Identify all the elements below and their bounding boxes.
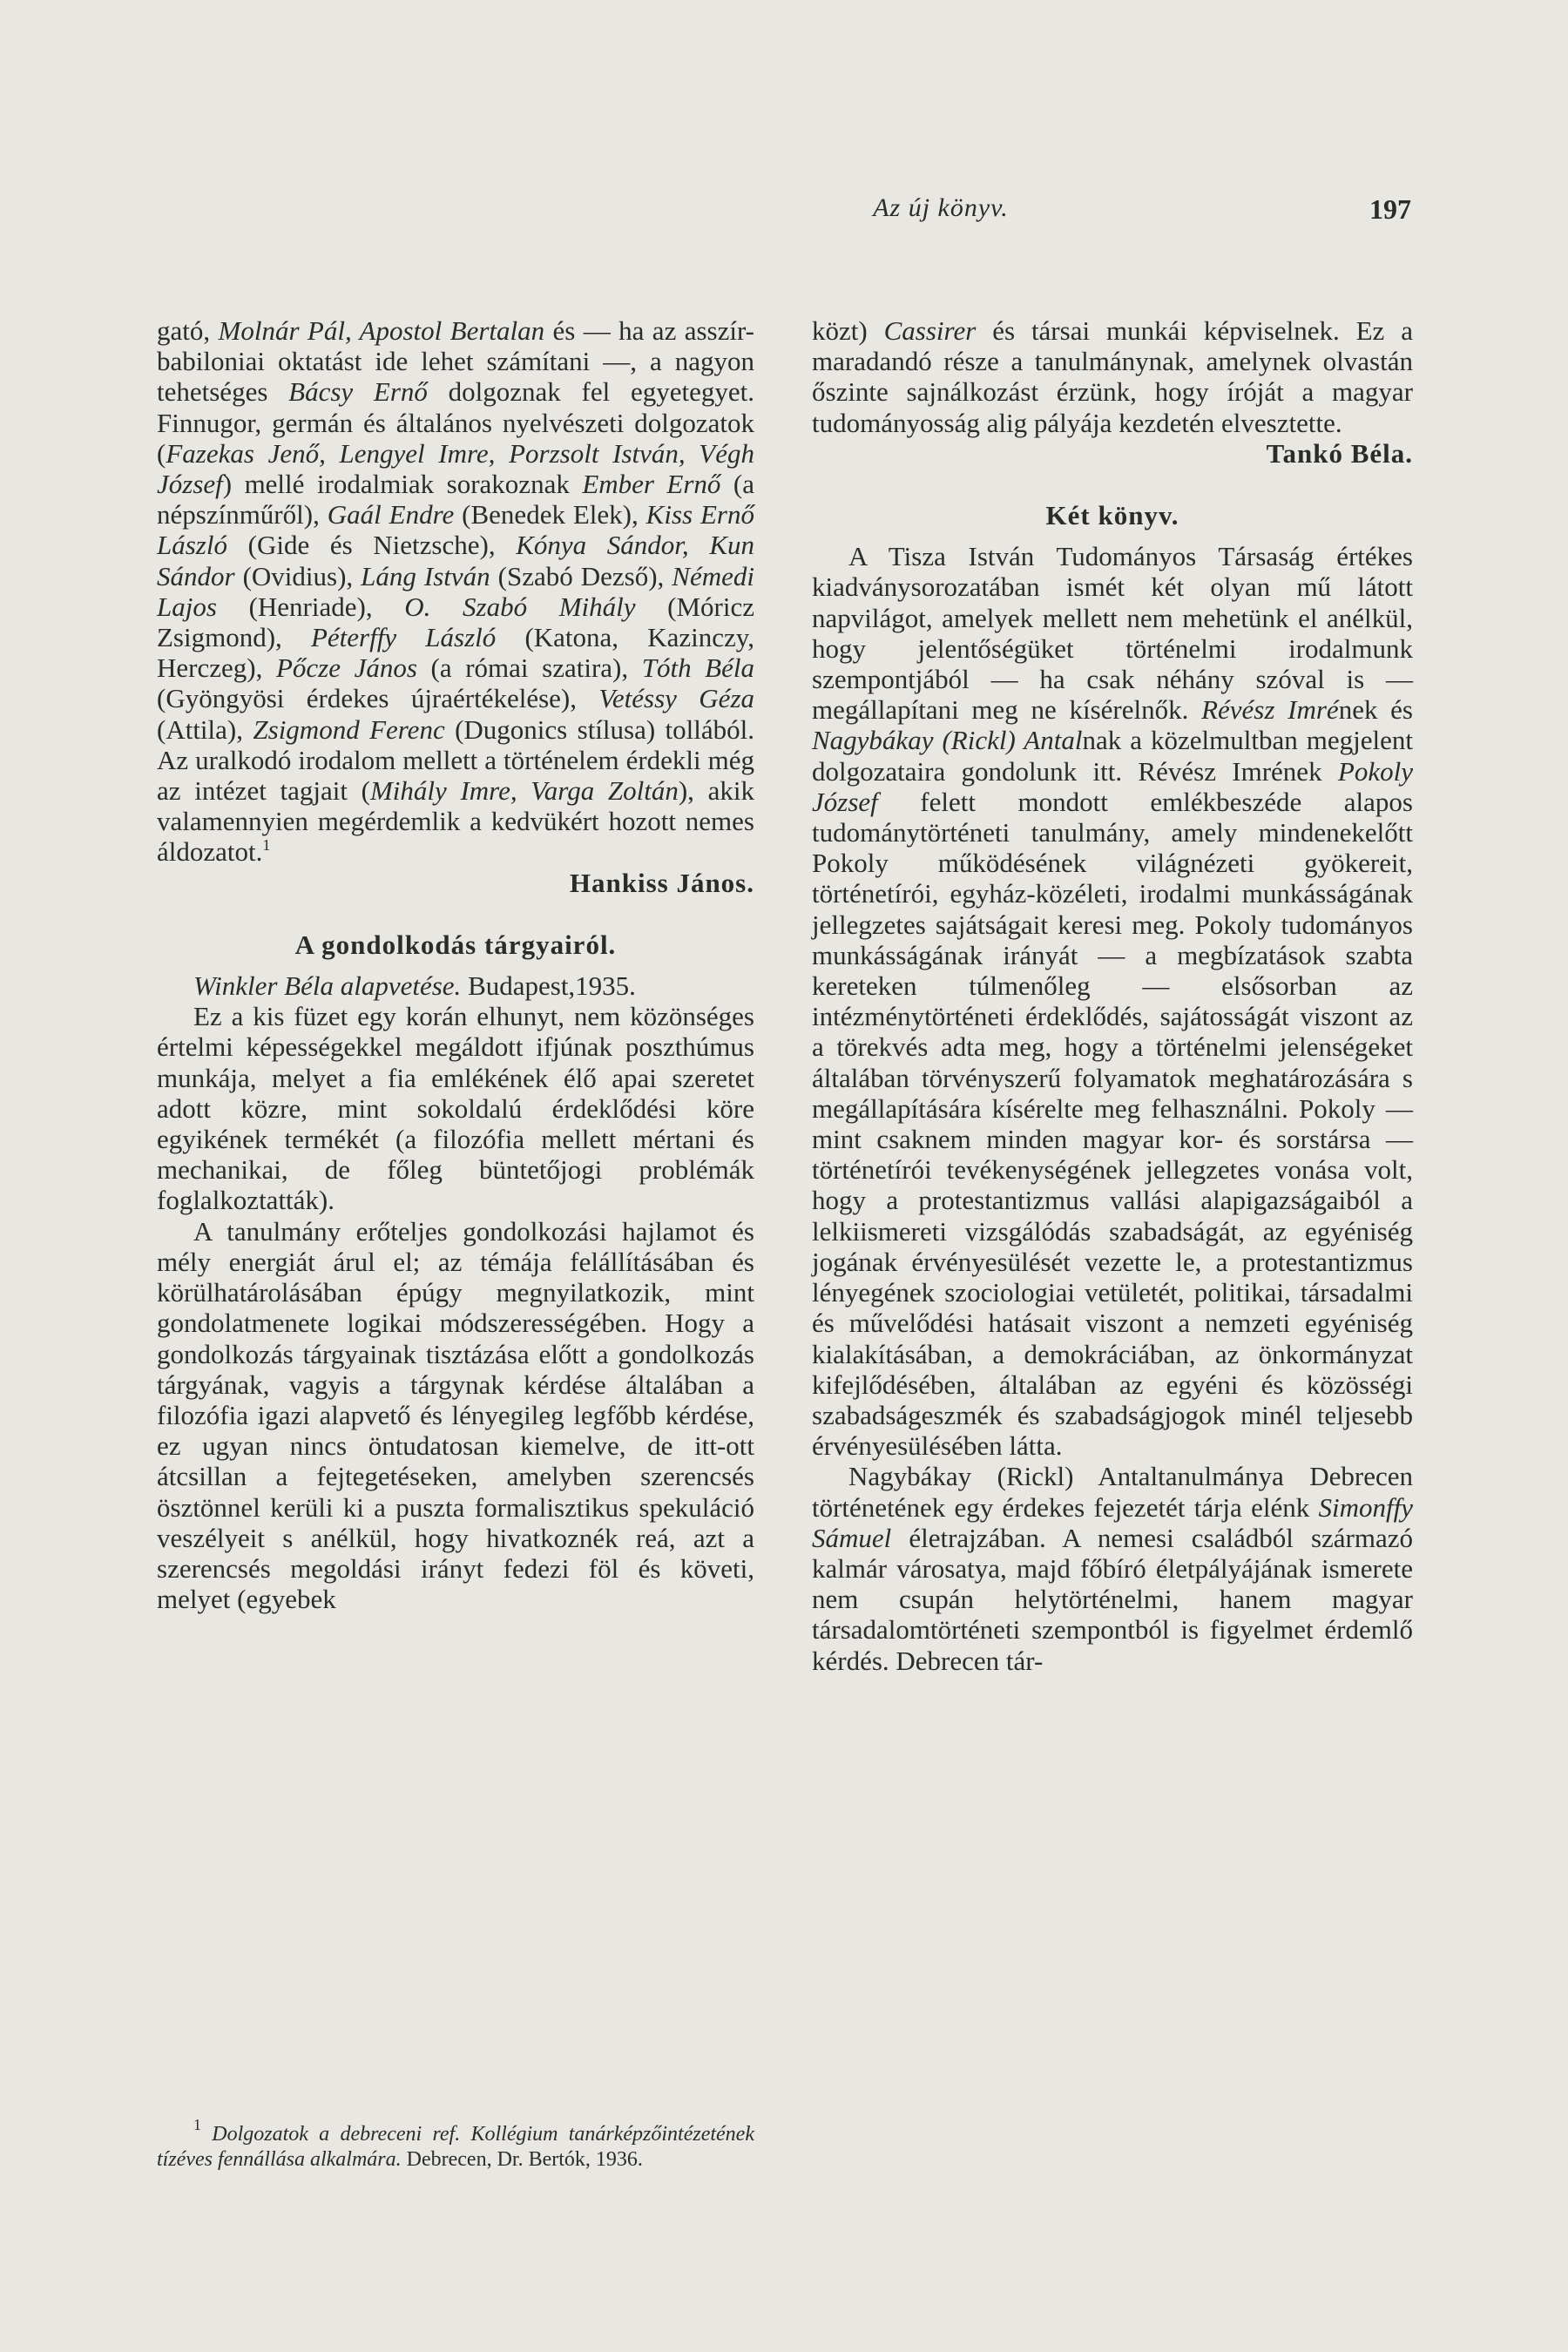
section-heading: A gondolkodás tárgyairól. [294, 929, 617, 960]
paragraph: Ez a kis füzet egy korán elhunyt, nem közönséges értelmi képességekkel megáldott ifjúnak poszthúmus munkája, melyet a fia emlékének élő apai szeretet adott közre, mint sokoldalú érdeklődési köre egyikének termékét (a filozófia mellett mértani és mechanikai, de főleg büntetőjogi problémák foglalkoztatták). [157, 1001, 754, 1216]
footnote-marker: 1 [262, 836, 271, 855]
right-column [812, 315, 1413, 1676]
page-number: 197 [1369, 193, 1411, 225]
left-column [157, 315, 754, 1614]
running-head [157, 193, 1411, 228]
section-heading: Két könyv. [1045, 500, 1179, 531]
source-line: Winkler Béla alapvetése. Budapest,1935. [193, 970, 636, 1002]
paragraph: közt) Cassirer és társai munkái képviselnek. Ez a maradandó része a tanulmánynak, amelynek olvastán őszinte sajnálkozást érzünk, hogy íróját a magyar tudományosság alig pályája kezdetén elvesztette. [812, 315, 1413, 438]
paragraph: gató, Molnár Pál, Apostol Bertalan és — ha az asszír-babiloniai oktatást ide lehet számítani —, a nagyon tehetséges Bácsy Ernő dolgoznak fel egyetegyet. Finnugor, germán és általános nyelvészeti dolgozatok (Fazekas Jenő, Lengyel Imre, Porzsolt István, Végh József) mellé irodalmiak sorakoznak Ember Ernő (a népszínműről), Gaál Endre (Benedek Elek), Kiss Ernő László (Gide és Nietzsche), Kónya Sándor, Kun Sándor (Ovidius), Láng István (Szabó Dezső), Némedi Lajos (Henriade), O. Szabó Mihály (Móricz Zsigmond), Péterffy László (Katona, Kazinczy, Herczeg), Pőcze János (a római szatira), Tóth Béla (Gyöngyösi érdekes újraértékelése), Vetéssy Géza (Attila), Zsigmond Ferenc (Dugonics stílusa) tollából. Az uralkodó irodalom mellett a történelem érdekli még az intézet tagjait (Mihály Imre, Varga Zoltán), akik valamennyien megérdemlik a kedvükért hozott nemes áldozatot.$^1$ [157, 315, 755, 868]
author-signature: Hankiss János. [569, 867, 754, 898]
running-title: Az új könyv. [873, 193, 1009, 222]
paragraph: A Tisza István Tudományos Társaság értékes kiadványsorozatában ismét két olyan mű látott napvilágot, amelyek mellett nem mehetünk el anélkül, hogy jelentőségüket történelmi irodalmunk szempontjából — ha csak néhány szóval is — megállapítani meg ne kísérelnők. Révész Imrének és Nagybákay (Rickl) Antalnak a közelmultban megjelent dolgozataira gondolunk itt. Révész Imrének Pokoly József felett mondott emlékbeszéde alapos tudománytörténeti tanulmány, amely mindenekelőtt Pokoly működésének világnézeti gyökereit, történetírói, egyház-közéleti, irodalmi munkásságának jellegzetes sajátságait keresi meg. Pokoly tudományos munkásságának irányát — a megbízatások szabta kereteken túlmenőleg — elsősorban az intézménytörténeti érdeklődés, sajátosságát viszont az a törekvés adta meg, hogy a történelmi jelenségeket általában törvényszerű folyamatok meghatározására s megállapítására kísérelte meg felhasználni. Pokoly — mint csaknem minden magyar kor- és sorstársa — történetírói tevékenységének jellegzetes vonása volt, hogy a protestantizmus vallási alapigazságaiból a lelkiismereti vizsgálódás szabadságát, az egyéniség jogának érvényesülését vezette le, a protestantizmus lényegének szociologiai vetületét, politikai, társadalmi és művelődési hatásait viszont a nemzeti egyéniség kialakításában, a demokráciában, az önkormányzat kifejlődésében, általában az egyéni és közösségi szabadságeszmék és szabadságjogok minél teljesebb érvényesülésében látta. [812, 541, 1413, 1462]
paragraph: Nagybákay (Rickl) Antaltanulmánya Debrecen történetének egy érdekes fejezetét tárja elénk Simonffy Sámuel életrajzában. A nemesi családból származó kalmár városatya, majd főbíró életpályájának ismerete nem csupán helytörténelmi, hanem magyar társadalomtörténeti szempontból is figyelmet érdemlő kérdés. Debrecen tár- [812, 1461, 1413, 1676]
paragraph: A tanulmány erőteljes gondolkozási hajlamot és mély energiát árul el; az témája felállításában és körülhatárolásában épúgy megnyilatkozik, mint gondolatmenete logikai módszerességében. Hogy a gondolkozás tárgyainak tisztázása előtt a gondolkozás tárgyának, vagyis a tárgynak kérdése általában a filozófia igazi alapvető és lényegileg legfőbb kérdése, ez ugyan nincs öntudatosan kiemelve, de itt-ott átcsillan a fejtegetéseken, amelyben szerencsés ösztönnel kerüli ki a puszta formalisztikus spekuláció veszélyeit s anélkül, hogy hivatkoznék reá, azt a szerencsés megoldási irányt fedezi föl és követi, melyet (egyebek [157, 1215, 754, 1615]
footnote: $^1$ Dolgozatok a debreceni ref. Kollégium tanárképzőintézetének tízéves fennállása alkalmára. Debrecen, Dr. Bertók, 1936. [157, 2116, 754, 2171]
author-signature: Tankó Béla. [1266, 437, 1413, 469]
